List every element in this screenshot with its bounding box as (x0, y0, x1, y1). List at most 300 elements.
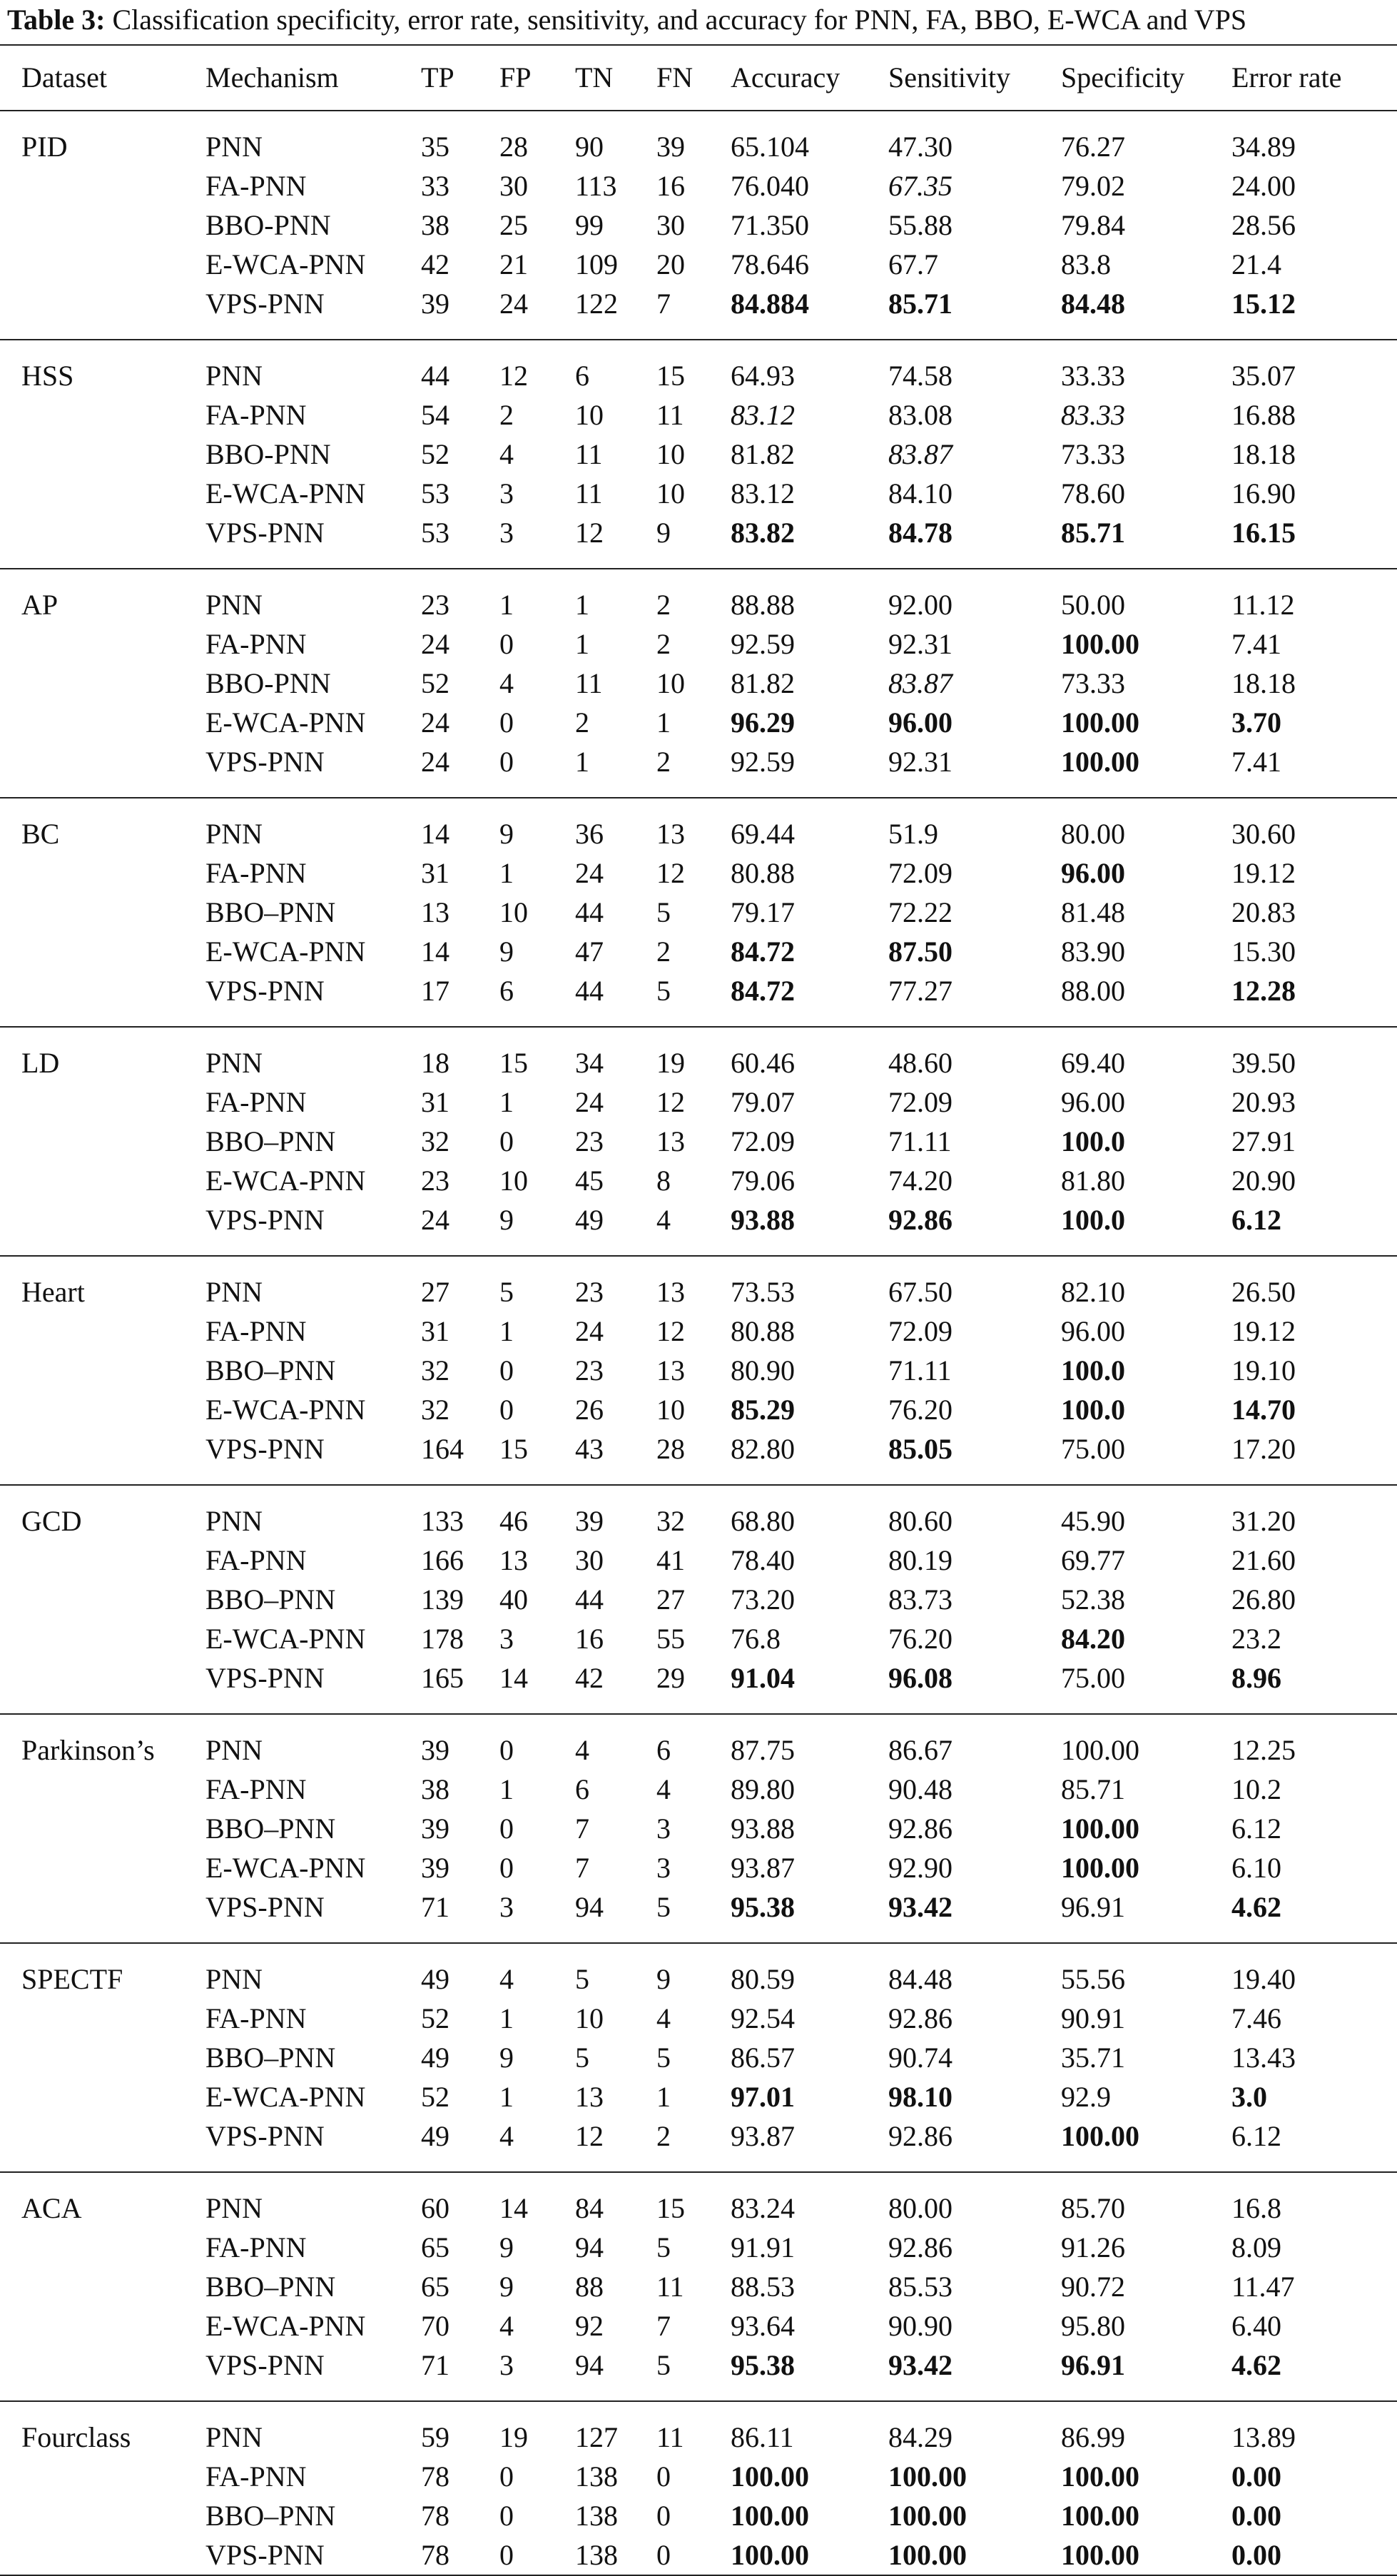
dataset-group (0, 2402, 1397, 2575)
table-row (0, 703, 1397, 742)
cell-tp: 31 (421, 1086, 449, 1118)
cell-sensitivity: 90.74 (888, 2042, 952, 2074)
cell-sensitivity: 51.9 (888, 818, 938, 850)
cell-tp: 53 (421, 517, 449, 549)
cell-error-rate: 30.60 (1231, 818, 1296, 850)
cell-fn: 5 (656, 1891, 671, 1923)
mechanism-name: E-WCA-PNN (205, 1852, 366, 1884)
mechanism-name: BBO-PNN (205, 667, 331, 699)
cell-fn: 12 (656, 1086, 685, 1118)
cell-tp: 31 (421, 857, 449, 889)
cell-accuracy: 73.20 (731, 1583, 795, 1616)
mechanism-name: BBO–PNN (205, 1125, 336, 1157)
cell-error-rate: 16.90 (1231, 477, 1296, 509)
cell-tn: 23 (575, 1276, 604, 1308)
cell-sensitivity: 84.78 (888, 517, 952, 549)
cell-tp: 39 (421, 1812, 449, 1845)
cell-fp: 9 (499, 818, 514, 850)
cell-fn: 11 (656, 2271, 684, 2303)
cell-specificity: 50.00 (1061, 589, 1125, 621)
cell-tp: 39 (421, 1852, 449, 1884)
mechanism-name: PNN (205, 1734, 263, 1766)
cell-fp: 3 (499, 477, 514, 509)
cell-fp: 14 (499, 1662, 528, 1694)
cell-tp: 60 (421, 2192, 449, 2224)
mechanism-name: VPS-PNN (205, 288, 325, 320)
cell-specificity: 100.00 (1061, 706, 1139, 739)
cell-error-rate: 20.90 (1231, 1165, 1296, 1197)
cell-fn: 10 (656, 667, 685, 699)
cell-tp: 166 (421, 1544, 464, 1576)
dataset-group (0, 111, 1397, 339)
cell-accuracy: 64.93 (731, 360, 795, 392)
table-row (0, 2346, 1397, 2385)
cell-tp: 178 (421, 1623, 464, 1655)
cell-error-rate: 16.8 (1231, 2192, 1281, 2224)
table-row (0, 1272, 1397, 1312)
cell-specificity: 88.00 (1061, 975, 1125, 1007)
table-header (0, 46, 1397, 110)
cell-fp: 9 (499, 2042, 514, 2074)
cell-error-rate: 4.62 (1231, 2349, 1281, 2381)
cell-accuracy: 93.88 (731, 1204, 795, 1236)
cell-fp: 0 (499, 1125, 514, 1157)
cell-fp: 3 (499, 2349, 514, 2381)
cell-sensitivity: 80.00 (888, 2192, 952, 2224)
cell-fn: 5 (656, 896, 671, 928)
cell-specificity: 91.26 (1061, 2231, 1125, 2263)
cell-tp: 133 (421, 1505, 464, 1537)
cell-fn: 2 (656, 2120, 671, 2152)
mechanism-name: FA-PNN (205, 1086, 307, 1118)
cell-tn: 109 (575, 248, 618, 280)
cell-tn: 30 (575, 1544, 604, 1576)
cell-tn: 11 (575, 667, 603, 699)
cell-tn: 84 (575, 2192, 604, 2224)
table-caption-text: Classification specificity, error rate, sensitivity, and accuracy for PNN, FA, BBO, E-WCA and VPS (112, 4, 1247, 36)
cell-fp: 3 (499, 517, 514, 549)
cell-accuracy: 93.87 (731, 1852, 795, 1884)
cell-tp: 78 (421, 2539, 449, 2571)
cell-error-rate: 19.10 (1231, 1354, 1296, 1386)
cell-error-rate: 13.43 (1231, 2042, 1296, 2074)
cell-tp: 54 (421, 399, 449, 431)
header-accuracy: Accuracy (731, 61, 840, 93)
dataset-name: AP (21, 589, 59, 621)
cell-fp: 0 (499, 746, 514, 778)
cell-tn: 44 (575, 975, 604, 1007)
cell-tn: 24 (575, 857, 604, 889)
cell-fn: 16 (656, 170, 685, 202)
dataset-name: HSS (21, 360, 74, 392)
table-row (0, 1351, 1397, 1390)
cell-error-rate: 24.00 (1231, 170, 1296, 202)
cell-error-rate: 21.4 (1231, 248, 1281, 280)
cell-fp: 46 (499, 1505, 528, 1537)
cell-tp: 14 (421, 818, 449, 850)
cell-tn: 2 (575, 706, 589, 739)
mechanism-name: FA-PNN (205, 1773, 307, 1805)
mechanism-name: VPS-PNN (205, 746, 325, 778)
cell-specificity: 100.00 (1061, 1852, 1139, 1884)
cell-tp: 38 (421, 209, 449, 241)
cell-error-rate: 19.40 (1231, 1963, 1296, 1995)
cell-tn: 24 (575, 1086, 604, 1118)
cell-accuracy: 78.646 (731, 248, 809, 280)
cell-error-rate: 0.00 (1231, 2460, 1281, 2493)
cell-accuracy: 85.29 (731, 1394, 795, 1426)
cell-specificity: 35.71 (1061, 2042, 1125, 2074)
cell-tn: 23 (575, 1125, 604, 1157)
cell-specificity: 76.27 (1061, 131, 1125, 163)
cell-tn: 5 (575, 2042, 589, 2074)
mechanism-name: FA-PNN (205, 2460, 307, 2493)
cell-tp: 33 (421, 170, 449, 202)
table-row (0, 356, 1397, 395)
cell-sensitivity: 85.71 (888, 288, 952, 320)
table-row (0, 2535, 1397, 2575)
cell-accuracy: 80.59 (731, 1963, 795, 1995)
cell-sensitivity: 90.48 (888, 1773, 952, 1805)
cell-tp: 24 (421, 1204, 449, 1236)
cell-accuracy: 95.38 (731, 1891, 795, 1923)
cell-fp: 19 (499, 2421, 528, 2453)
cell-sensitivity: 93.42 (888, 2349, 952, 2381)
cell-specificity: 45.90 (1061, 1505, 1125, 1537)
cell-fp: 1 (499, 1773, 514, 1805)
cell-accuracy: 60.46 (731, 1047, 795, 1079)
cell-fn: 28 (656, 1433, 685, 1465)
cell-tn: 4 (575, 1734, 589, 1766)
mechanism-name: FA-PNN (205, 1544, 307, 1576)
cell-sensitivity: 92.00 (888, 589, 952, 621)
mechanism-name: E-WCA-PNN (205, 1165, 366, 1197)
table-row (0, 2267, 1397, 2306)
cell-error-rate: 7.46 (1231, 2002, 1281, 2034)
mechanism-name: VPS-PNN (205, 1891, 325, 1923)
cell-specificity: 79.02 (1061, 170, 1125, 202)
cell-accuracy: 97.01 (731, 2081, 795, 2113)
cell-sensitivity: 77.27 (888, 975, 952, 1007)
cell-tn: 12 (575, 517, 604, 549)
cell-specificity: 100.0 (1061, 1394, 1125, 1426)
cell-accuracy: 88.88 (731, 589, 795, 621)
mechanism-name: E-WCA-PNN (205, 1623, 366, 1655)
cell-error-rate: 3.0 (1231, 2081, 1267, 2113)
cell-tp: 165 (421, 1662, 464, 1694)
table-caption-label: Table 3: (7, 4, 106, 36)
cell-fn: 20 (656, 248, 685, 280)
mechanism-name: BBO–PNN (205, 1354, 336, 1386)
cell-tp: 70 (421, 2310, 449, 2342)
cell-accuracy: 83.12 (731, 399, 795, 431)
mechanism-name: E-WCA-PNN (205, 706, 366, 739)
cell-tp: 17 (421, 975, 449, 1007)
header-error-rate: Error rate (1231, 61, 1342, 93)
results-table (0, 44, 1397, 2576)
cell-sensitivity: 87.50 (888, 935, 952, 968)
cell-accuracy: 69.44 (731, 818, 795, 850)
mechanism-name: PNN (205, 1276, 263, 1308)
cell-specificity: 100.00 (1061, 1812, 1139, 1845)
cell-accuracy: 83.24 (731, 2192, 795, 2224)
cell-accuracy: 100.00 (731, 2539, 809, 2571)
mechanism-name: VPS-PNN (205, 2349, 325, 2381)
cell-fn: 7 (656, 2310, 671, 2342)
cell-tp: 24 (421, 628, 449, 660)
cell-specificity: 33.33 (1061, 360, 1125, 392)
cell-tn: 11 (575, 438, 603, 470)
cell-tn: 13 (575, 2081, 604, 2113)
cell-fn: 1 (656, 2081, 671, 2113)
cell-accuracy: 93.87 (731, 2120, 795, 2152)
cell-error-rate: 17.20 (1231, 1433, 1296, 1465)
cell-tp: 49 (421, 1963, 449, 1995)
cell-tp: 52 (421, 2002, 449, 2034)
cell-error-rate: 26.80 (1231, 1583, 1296, 1616)
cell-tn: 7 (575, 1812, 589, 1845)
cell-fn: 13 (656, 1276, 685, 1308)
table-row (0, 624, 1397, 664)
mechanism-name: VPS-PNN (205, 1433, 325, 1465)
cell-accuracy: 84.72 (731, 935, 795, 968)
table-row (0, 1200, 1397, 1239)
cell-fn: 3 (656, 1852, 671, 1884)
cell-fp: 1 (499, 589, 514, 621)
cell-sensitivity: 71.11 (888, 1354, 952, 1386)
cell-accuracy: 68.80 (731, 1505, 795, 1537)
cell-error-rate: 8.96 (1231, 1662, 1281, 1694)
header-fn: FN (656, 61, 694, 93)
dataset-group (0, 1257, 1397, 1484)
cell-specificity: 80.00 (1061, 818, 1125, 850)
cell-tn: 49 (575, 1204, 604, 1236)
cell-specificity: 100.00 (1061, 2120, 1139, 2152)
cell-fn: 10 (656, 1394, 685, 1426)
table-row (0, 814, 1397, 853)
cell-tp: 13 (421, 896, 449, 928)
cell-error-rate: 35.07 (1231, 360, 1296, 392)
table-row (0, 127, 1397, 166)
cell-sensitivity: 80.60 (888, 1505, 952, 1537)
cell-specificity: 84.48 (1061, 288, 1125, 320)
mechanism-name: FA-PNN (205, 628, 307, 660)
cell-specificity: 92.9 (1061, 2081, 1111, 2113)
mechanism-name: PNN (205, 360, 263, 392)
dataset-name: ACA (21, 2192, 82, 2224)
cell-tp: 53 (421, 477, 449, 509)
table-row (0, 1580, 1397, 1619)
cell-tn: 44 (575, 896, 604, 928)
cell-sensitivity: 84.29 (888, 2421, 952, 2453)
cell-tp: 52 (421, 667, 449, 699)
table-row (0, 2418, 1397, 2457)
cell-error-rate: 6.12 (1231, 1812, 1281, 1845)
cell-sensitivity: 72.09 (888, 857, 952, 889)
mechanism-name: BBO–PNN (205, 2271, 336, 2303)
mechanism-name: BBO–PNN (205, 1583, 336, 1616)
cell-specificity: 100.00 (1061, 2539, 1139, 2571)
cell-specificity: 100.00 (1061, 1734, 1139, 1766)
dataset-group (0, 340, 1397, 568)
cell-specificity: 83.8 (1061, 248, 1111, 280)
cell-tn: 94 (575, 2349, 604, 2381)
cell-error-rate: 8.09 (1231, 2231, 1281, 2263)
cell-accuracy: 88.53 (731, 2271, 795, 2303)
cell-tp: 35 (421, 131, 449, 163)
cell-sensitivity: 92.90 (888, 1852, 952, 1884)
cell-fn: 30 (656, 209, 685, 241)
cell-tp: 71 (421, 1891, 449, 1923)
mechanism-name: E-WCA-PNN (205, 935, 366, 968)
table-row (0, 166, 1397, 206)
cell-tp: 27 (421, 1276, 449, 1308)
cell-fn: 5 (656, 975, 671, 1007)
cell-sensitivity: 90.90 (888, 2310, 952, 2342)
table-row (0, 1082, 1397, 1122)
mechanism-name: PNN (205, 1047, 263, 1079)
mechanism-name: FA-PNN (205, 170, 307, 202)
cell-sensitivity: 93.42 (888, 1891, 952, 1923)
cell-sensitivity: 76.20 (888, 1394, 952, 1426)
cell-tn: 6 (575, 1773, 589, 1805)
cell-fn: 4 (656, 1773, 671, 1805)
table-row (0, 1501, 1397, 1541)
table-row (0, 2189, 1397, 2228)
cell-tn: 88 (575, 2271, 604, 2303)
cell-accuracy: 84.884 (731, 288, 809, 320)
cell-fn: 15 (656, 2192, 685, 2224)
cell-sensitivity: 92.86 (888, 1204, 952, 1236)
cell-fp: 1 (499, 2081, 514, 2113)
mechanism-name: VPS-PNN (205, 1662, 325, 1694)
cell-tp: 44 (421, 360, 449, 392)
cell-tn: 36 (575, 818, 604, 850)
header-sensitivity: Sensitivity (888, 61, 1011, 93)
cell-fn: 12 (656, 1315, 685, 1347)
cell-fn: 6 (656, 1734, 671, 1766)
cell-specificity: 82.10 (1061, 1276, 1125, 1308)
cell-tn: 127 (575, 2421, 618, 2453)
table-row (0, 2496, 1397, 2535)
header-specificity: Specificity (1061, 61, 1185, 93)
cell-fp: 2 (499, 399, 514, 431)
cell-error-rate: 13.89 (1231, 2421, 1296, 2453)
cell-fp: 25 (499, 209, 528, 241)
cell-accuracy: 78.40 (731, 1544, 795, 1576)
cell-fn: 27 (656, 1583, 685, 1616)
dataset-name: GCD (21, 1505, 82, 1537)
table-row (0, 2038, 1397, 2077)
cell-fp: 15 (499, 1047, 528, 1079)
cell-fn: 9 (656, 517, 671, 549)
cell-tp: 39 (421, 288, 449, 320)
cell-sensitivity: 83.73 (888, 1583, 952, 1616)
cell-fn: 13 (656, 1125, 685, 1157)
cell-specificity: 100.0 (1061, 1354, 1125, 1386)
cell-error-rate: 16.15 (1231, 517, 1296, 549)
cell-fp: 14 (499, 2192, 528, 2224)
cell-fp: 9 (499, 2231, 514, 2263)
cell-sensitivity: 100.00 (888, 2500, 967, 2532)
cell-accuracy: 80.88 (731, 857, 795, 889)
cell-accuracy: 79.06 (731, 1165, 795, 1197)
table-row (0, 435, 1397, 474)
cell-specificity: 90.91 (1061, 2002, 1125, 2034)
cell-error-rate: 39.50 (1231, 1047, 1296, 1079)
dataset-name: LD (21, 1047, 60, 1079)
cell-tp: 23 (421, 589, 449, 621)
table-row (0, 2306, 1397, 2346)
cell-sensitivity: 96.00 (888, 706, 952, 739)
cell-tn: 16 (575, 1623, 604, 1655)
cell-fp: 4 (499, 438, 514, 470)
cell-error-rate: 16.88 (1231, 399, 1296, 431)
cell-tp: 139 (421, 1583, 464, 1616)
cell-sensitivity: 80.19 (888, 1544, 952, 1576)
cell-fn: 10 (656, 438, 685, 470)
cell-fp: 21 (499, 248, 528, 280)
header-tp: TP (421, 61, 454, 93)
cell-fp: 24 (499, 288, 528, 320)
cell-accuracy: 83.82 (731, 517, 795, 549)
cell-error-rate: 6.12 (1231, 1204, 1281, 1236)
dataset-name: Fourclass (21, 2421, 131, 2453)
cell-fp: 4 (499, 1963, 514, 1995)
table-row (0, 664, 1397, 703)
cell-tp: 32 (421, 1354, 449, 1386)
cell-error-rate: 31.20 (1231, 1505, 1296, 1537)
cell-accuracy: 92.59 (731, 746, 795, 778)
cell-specificity: 96.91 (1061, 2349, 1125, 2381)
cell-accuracy: 76.8 (731, 1623, 781, 1655)
cell-fn: 0 (656, 2539, 671, 2571)
cell-tn: 44 (575, 1583, 604, 1616)
cell-tn: 94 (575, 1891, 604, 1923)
cell-fp: 4 (499, 2310, 514, 2342)
cell-accuracy: 96.29 (731, 706, 795, 739)
cell-tp: 31 (421, 1315, 449, 1347)
cell-specificity: 96.91 (1061, 1891, 1125, 1923)
cell-tp: 49 (421, 2042, 449, 2074)
cell-sensitivity: 92.31 (888, 628, 952, 660)
cell-fp: 28 (499, 131, 528, 163)
cell-tp: 14 (421, 935, 449, 968)
cell-tn: 42 (575, 1662, 604, 1694)
cell-tp: 52 (421, 438, 449, 470)
table-row (0, 2077, 1397, 2116)
table-row (0, 853, 1397, 893)
cell-fp: 0 (499, 706, 514, 739)
cell-fn: 11 (656, 2421, 684, 2453)
cell-specificity: 96.00 (1061, 1315, 1125, 1347)
cell-specificity: 83.33 (1061, 399, 1125, 431)
cell-sensitivity: 74.20 (888, 1165, 952, 1197)
cell-tn: 24 (575, 1315, 604, 1347)
cell-error-rate: 23.2 (1231, 1623, 1281, 1655)
cell-tn: 11 (575, 477, 603, 509)
cell-tp: 18 (421, 1047, 449, 1079)
cell-accuracy: 93.88 (731, 1812, 795, 1845)
cell-tn: 34 (575, 1047, 604, 1079)
table-row (0, 2116, 1397, 2156)
cell-error-rate: 0.00 (1231, 2500, 1281, 2532)
cell-sensitivity: 98.10 (888, 2081, 952, 2113)
cell-error-rate: 18.18 (1231, 438, 1296, 470)
cell-error-rate: 18.18 (1231, 667, 1296, 699)
cell-fn: 5 (656, 2231, 671, 2263)
cell-accuracy: 79.07 (731, 1086, 795, 1118)
